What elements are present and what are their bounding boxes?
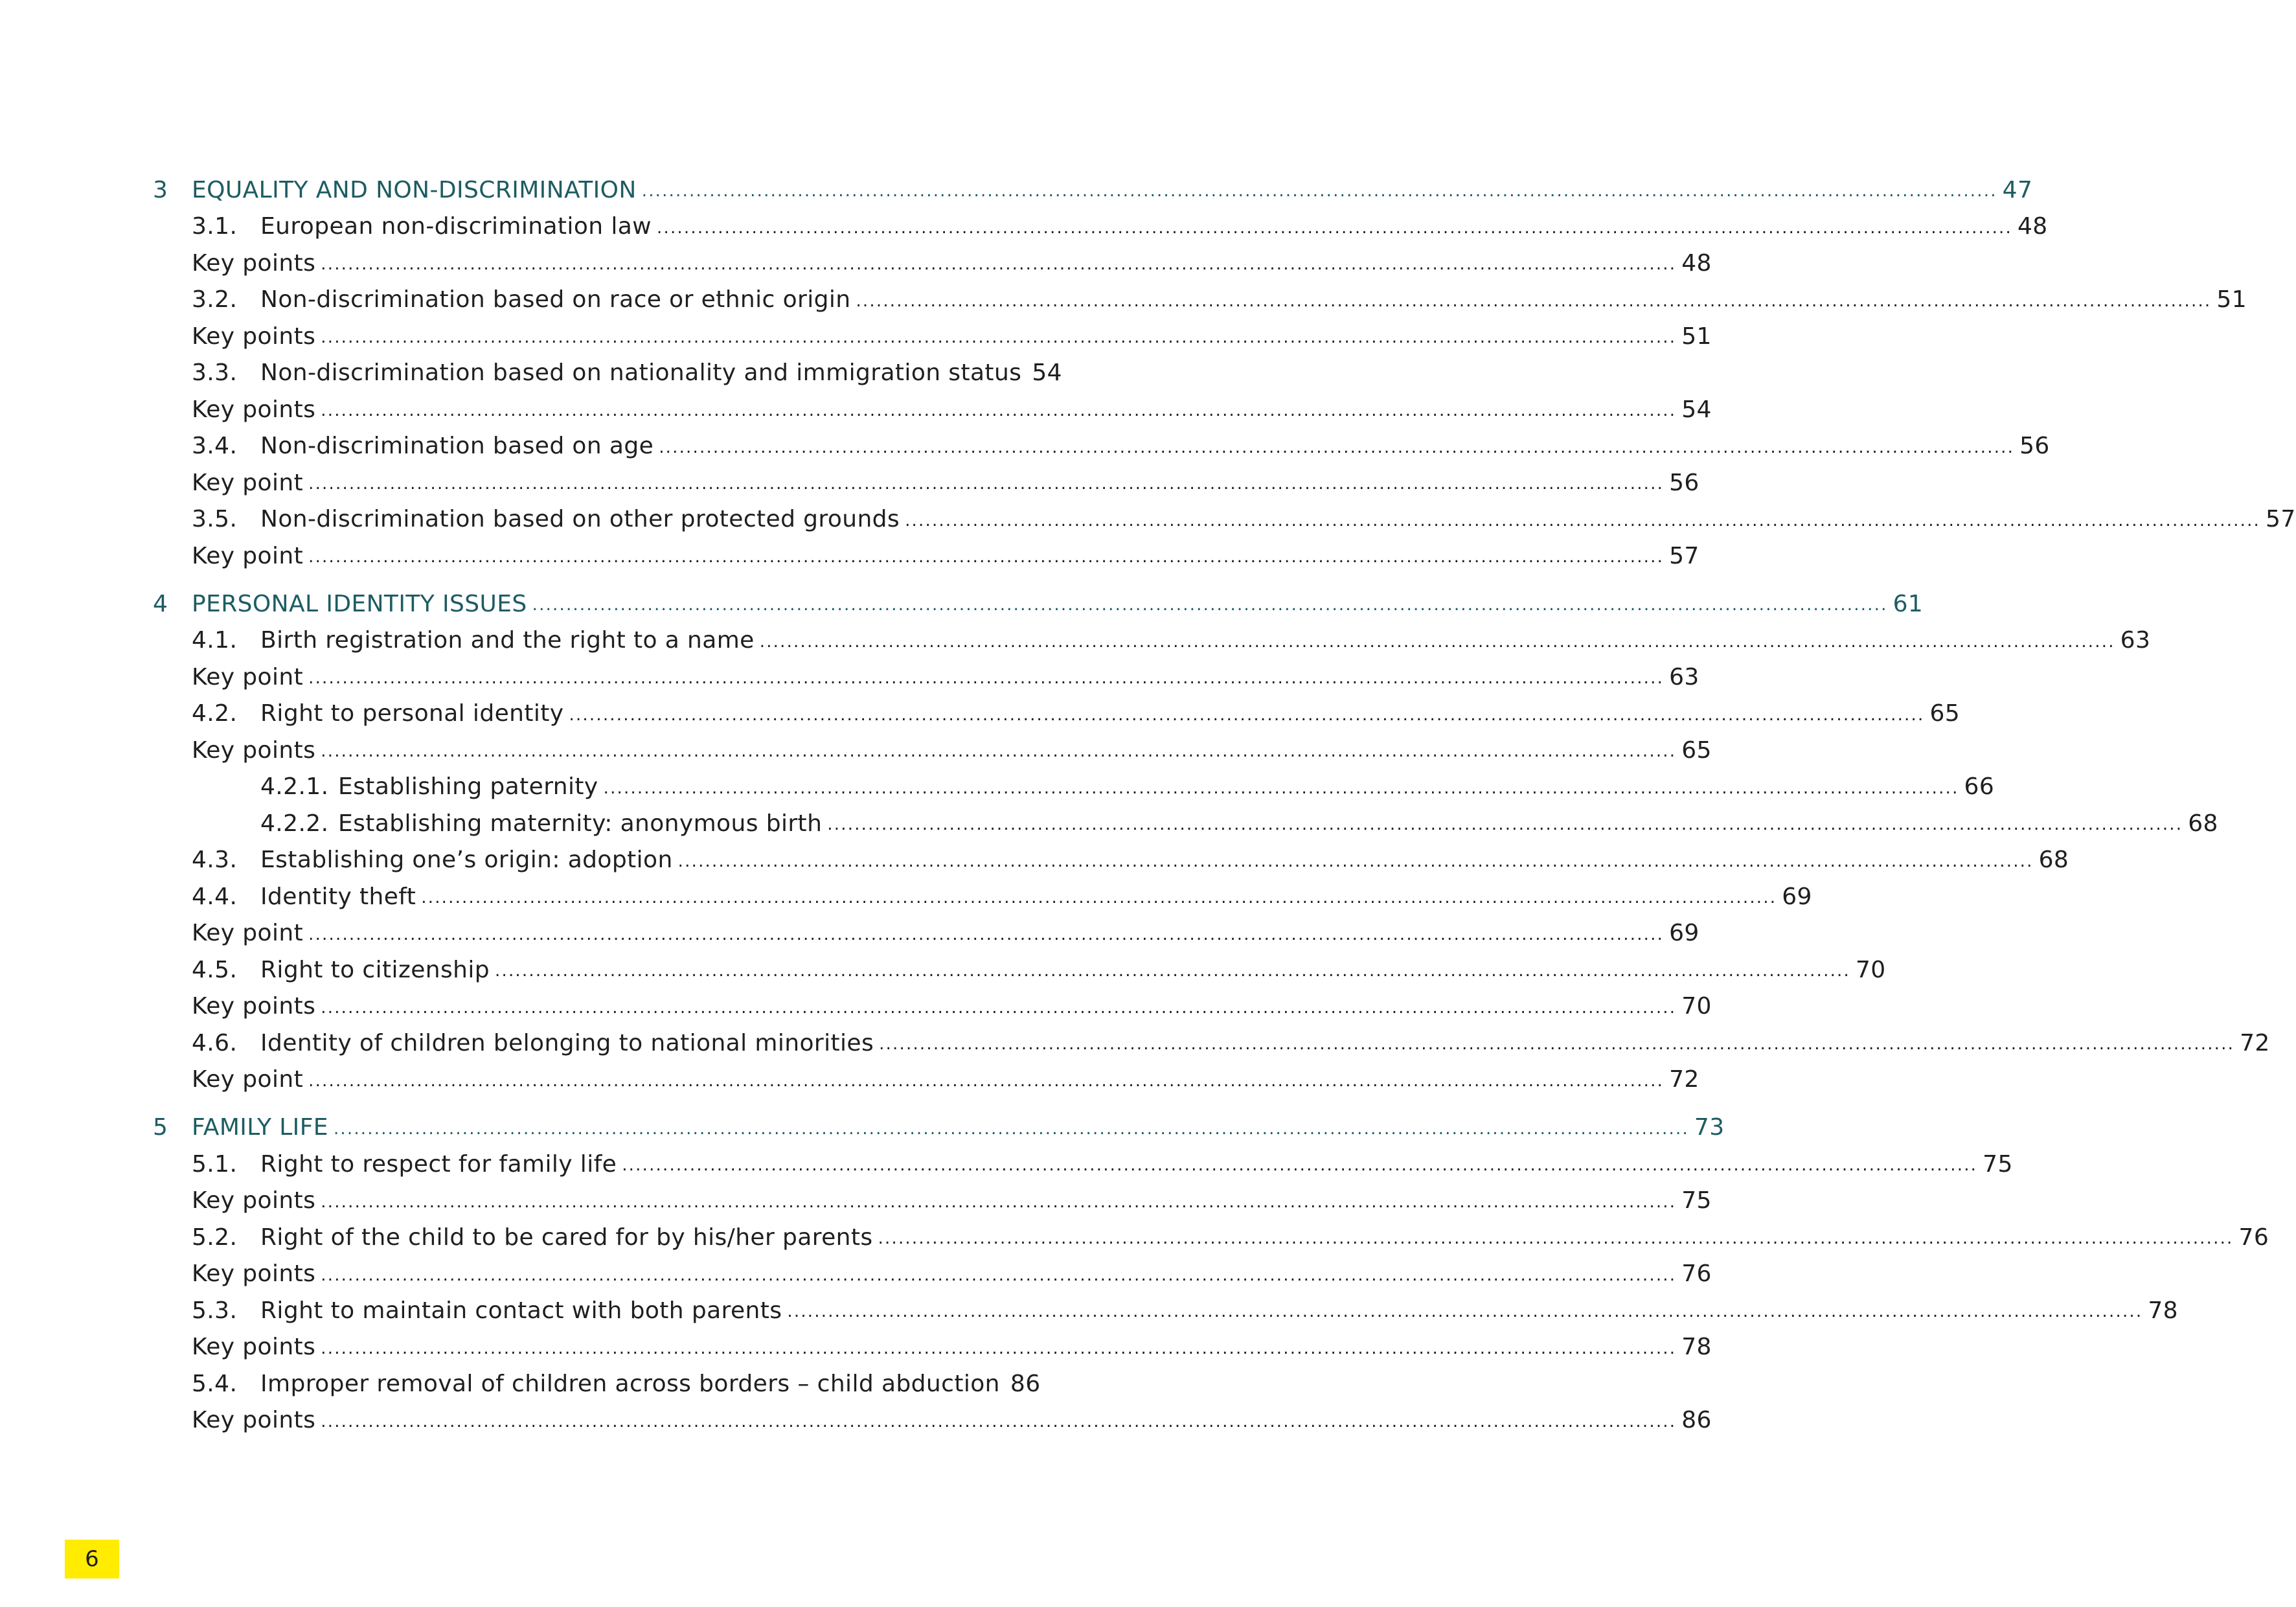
toc-entry-page: 68	[2038, 847, 2069, 874]
toc-entry-page: 48	[1681, 249, 1712, 277]
toc-entry-title: Birth registration and the right to a name	[260, 627, 755, 654]
toc-keypoint-entry[interactable]	[153, 318, 1712, 355]
table-of-contents	[153, 172, 2296, 1439]
toc-entry-title: Key points	[192, 993, 316, 1020]
dot-leader: ........................................................................................................................................................................................................	[856, 291, 2212, 311]
toc-entry-page: 76	[1681, 1260, 1712, 1288]
toc-entry-page: 70	[1681, 993, 1712, 1020]
toc-section-entry[interactable]	[153, 1025, 2270, 1062]
toc-entry-title: Key points	[192, 736, 316, 764]
toc-entry-number: 4.5.	[192, 956, 238, 983]
toc-entry-page: 65	[1929, 700, 1961, 727]
dot-leader: ........................................................................................................................................................................................................	[321, 997, 1677, 1018]
toc-entry-title: Right to citizenship	[260, 956, 490, 983]
toc-entry-page: 75	[1681, 1187, 1712, 1214]
dot-leader: ........................................................................................................................................................................................................	[308, 924, 1665, 944]
dot-leader: ........................................................................................................................................................................................................	[308, 668, 1665, 689]
toc-keypoint-entry[interactable]	[153, 659, 1699, 696]
toc-entry-page: 78	[2148, 1297, 2178, 1324]
toc-entry-number: 5.1.	[192, 1150, 238, 1178]
toc-entry-title: Key points	[192, 1334, 316, 1361]
toc-entry-page: 66	[1964, 773, 1995, 801]
toc-entry-title: Right to respect for family life	[260, 1150, 617, 1178]
toc-section-entry[interactable]	[153, 1146, 2013, 1183]
toc-chapter-entry[interactable]	[153, 172, 2033, 209]
toc-section-entry[interactable]	[153, 952, 1886, 988]
dot-leader: ........................................................................................................................................................................................................	[495, 961, 1850, 981]
toc-entry-page: 86	[1010, 1370, 1041, 1397]
toc-entry-page: 48	[2017, 213, 2048, 240]
toc-section-entry[interactable]	[153, 622, 2151, 659]
toc-entry-number: 3.4.	[192, 433, 238, 460]
toc-entry-number: 4.2.2.	[260, 810, 329, 837]
toc-keypoint-entry[interactable]	[153, 1329, 1712, 1366]
toc-entry-title: Non-discrimination based on nationality and immigration status	[260, 359, 1022, 387]
toc-keypoint-entry[interactable]	[153, 391, 1712, 428]
toc-section-entry[interactable]	[153, 355, 1062, 392]
toc-keypoint-entry[interactable]	[153, 1062, 1699, 1099]
toc-entry-title: Identity of children belonging to national minorities	[260, 1029, 874, 1056]
toc-keypoint-entry[interactable]	[153, 538, 1699, 575]
toc-entry-title: Non-discrimination based on race or ethnic origin	[260, 286, 851, 313]
dot-leader: ........................................................................................................................................................................................................	[879, 1034, 2235, 1054]
toc-keypoint-entry[interactable]	[153, 1183, 1712, 1220]
dot-leader: ........................................................................................................................................................................................................	[603, 778, 1959, 798]
dot-leader: ........................................................................................................................................................................................................	[321, 1192, 1677, 1212]
toc-entry-title: Key points	[192, 1407, 316, 1434]
dot-leader: ........................................................................................................................................................................................................	[569, 705, 1925, 725]
toc-entry-title: Right to maintain contact with both parents	[260, 1297, 782, 1324]
dot-leader: ........................................................................................................................................................................................................	[321, 1265, 1677, 1285]
dot-leader: ........................................................................................................................................................................................................	[905, 510, 2261, 530]
toc-entry-number: 3	[153, 176, 168, 203]
toc-section-entry[interactable]	[153, 501, 2296, 538]
toc-entry-page: 51	[2216, 286, 2247, 313]
toc-section-entry[interactable]	[153, 209, 2048, 245]
toc-entry-title: Right of the child to be cared for by his/her parents	[260, 1224, 873, 1251]
toc-keypoint-entry[interactable]	[153, 732, 1712, 769]
toc-entry-page: 72	[1669, 1066, 1699, 1093]
toc-entry-page: 65	[1681, 736, 1712, 764]
toc-entry-title: Key points	[192, 249, 316, 277]
toc-entry-page: 76	[2238, 1224, 2269, 1251]
toc-entry-page: 47	[2002, 176, 2033, 203]
toc-entry-title: Establishing one’s origin: adoption	[260, 847, 673, 874]
toc-entry-page: 61	[1892, 590, 1924, 617]
toc-keypoint-entry[interactable]	[153, 988, 1712, 1025]
dot-leader: ........................................................................................................................................................................................................	[321, 328, 1677, 348]
dot-leader: ........................................................................................................................................................................................................	[878, 1229, 2234, 1249]
dot-leader: ........................................................................................................................................................................................................	[641, 181, 1997, 201]
toc-section-entry[interactable]	[153, 428, 2050, 465]
dot-leader: ........................................................................................................................................................................................................	[308, 1071, 1665, 1091]
toc-entry-page: 51	[1681, 323, 1712, 350]
toc-entry-title: Key point	[192, 663, 304, 690]
toc-entry-title: Key point	[192, 469, 304, 496]
toc-entry-page: 63	[2120, 627, 2151, 654]
toc-section-entry[interactable]	[153, 696, 1961, 733]
dot-leader: ........................................................................................................................................................................................................	[657, 218, 2012, 238]
toc-entry-number: 5	[153, 1114, 168, 1141]
toc-entry-title: Identity theft	[260, 883, 416, 910]
toc-entry-title: Non-discrimination based on other protected grounds	[260, 506, 900, 533]
dot-leader: ........................................................................................................................................................................................................	[333, 1119, 1689, 1139]
dot-leader: ........................................................................................................................................................................................................	[677, 851, 2034, 871]
dot-leader: ........................................................................................................................................................................................................	[321, 1411, 1677, 1431]
toc-entry-title: FAMILY LIFE	[192, 1114, 328, 1141]
toc-entry-title: Key point	[192, 920, 304, 947]
toc-entry-number: 5.3.	[192, 1297, 238, 1324]
toc-entry-number: 3.2.	[192, 286, 238, 313]
toc-section-entry[interactable]	[153, 842, 2069, 879]
toc-entry-page: 56	[1669, 469, 1699, 496]
toc-entry-title: Non-discrimination based on age	[260, 433, 654, 460]
toc-entry-title: Key point	[192, 542, 304, 569]
dot-leader: ........................................................................................................................................................................................................	[787, 1302, 2143, 1322]
toc-entry-title: Key points	[192, 396, 316, 423]
toc-entry-title: Improper removal of children across borders – child abduction	[260, 1370, 1000, 1397]
toc-section-entry[interactable]	[153, 1292, 2178, 1329]
toc-entry-number: 4.6.	[192, 1029, 238, 1056]
dot-leader: ........................................................................................................................................................................................................	[321, 1338, 1677, 1358]
toc-entry-number: 4.4.	[192, 883, 238, 910]
dot-leader: ........................................................................................................................................................................................................	[532, 595, 1888, 615]
toc-entry-page: 86	[1681, 1407, 1712, 1434]
toc-entry-page: 70	[1855, 956, 1886, 983]
toc-entry-title: Key point	[192, 1066, 304, 1093]
toc-entry-page: 75	[1983, 1150, 2013, 1178]
toc-entry-number: 5.2.	[192, 1224, 238, 1251]
toc-entry-number: 4.2.	[192, 700, 238, 727]
toc-entry-page: 72	[2240, 1029, 2270, 1056]
page-number: 6	[85, 1546, 99, 1572]
toc-keypoint-entry[interactable]	[153, 245, 1712, 282]
toc-subsection-entry[interactable]	[153, 805, 2218, 842]
dot-leader: ........................................................................................................................................................................................................	[421, 888, 1777, 908]
toc-entry-title: PERSONAL IDENTITY ISSUES	[192, 590, 527, 617]
toc-entry-page: 78	[1681, 1334, 1712, 1361]
toc-entry-title: Key points	[192, 1260, 316, 1288]
toc-entry-title: EQUALITY AND NON-DISCRIMINATION	[192, 176, 637, 203]
toc-section-entry[interactable]	[153, 878, 1812, 915]
toc-entry-number: 5.4.	[192, 1370, 238, 1397]
dot-leader: ........................................................................................................................................................................................................	[659, 437, 2015, 457]
dot-leader: ........................................................................................................................................................................................................	[622, 1156, 1978, 1176]
toc-subsection-entry[interactable]	[153, 769, 1995, 806]
toc-entry-page: 57	[1669, 542, 1699, 569]
toc-entry-number: 4.3.	[192, 847, 238, 874]
toc-keypoint-entry[interactable]	[153, 1402, 1712, 1439]
toc-entry-number: 4	[153, 590, 168, 617]
dot-leader: ........................................................................................................................................................................................................	[827, 815, 2183, 835]
toc-entry-number: 3.5.	[192, 506, 238, 533]
toc-keypoint-entry[interactable]	[153, 1256, 1712, 1293]
toc-entry-title: Establishing maternity: anonymous birth	[338, 810, 823, 837]
toc-entry-number: 4.2.1.	[260, 773, 329, 801]
toc-keypoint-entry[interactable]	[153, 464, 1699, 501]
toc-entry-page: 57	[2266, 506, 2296, 533]
dot-leader: ........................................................................................................................................................................................................	[321, 255, 1677, 275]
toc-keypoint-entry[interactable]	[153, 915, 1699, 952]
dot-leader: ........................................................................................................................................................................................................	[308, 474, 1665, 494]
toc-entry-title: Establishing paternity	[338, 773, 598, 801]
dot-leader: ........................................................................................................................................................................................................	[321, 742, 1677, 762]
dot-leader: ........................................................................................................................................................................................................	[308, 547, 1665, 567]
toc-entry-page: 68	[2188, 810, 2218, 837]
toc-chapter-entry[interactable]	[153, 586, 1924, 622]
toc-entry-page: 73	[1694, 1114, 1725, 1141]
toc-entry-title: European non-discrimination law	[260, 213, 652, 240]
toc-entry-page: 63	[1669, 663, 1699, 690]
toc-entry-page: 54	[1681, 396, 1712, 423]
toc-entry-title: Key points	[192, 1187, 316, 1214]
dot-leader: ........................................................................................................................................................................................................	[321, 401, 1677, 421]
toc-section-entry[interactable]	[153, 1219, 2269, 1256]
dot-leader: ........................................................................................................................................................................................................	[759, 632, 2115, 652]
toc-section-entry[interactable]	[153, 282, 2247, 319]
toc-entry-page: 54	[1032, 359, 1062, 387]
toc-entry-page: 69	[1782, 883, 1812, 910]
toc-entry-title: Key points	[192, 323, 316, 350]
toc-entry-number: 3.3.	[192, 359, 238, 387]
toc-section-entry[interactable]	[153, 1365, 1041, 1402]
toc-entry-page: 69	[1669, 920, 1699, 947]
page-number-badge	[65, 1540, 119, 1579]
toc-entry-number: 4.1.	[192, 627, 238, 654]
toc-entry-title: Right to personal identity	[260, 700, 564, 727]
toc-entry-page: 56	[2019, 433, 2050, 460]
toc-chapter-entry[interactable]	[153, 1110, 1725, 1146]
toc-entry-number: 3.1.	[192, 213, 238, 240]
